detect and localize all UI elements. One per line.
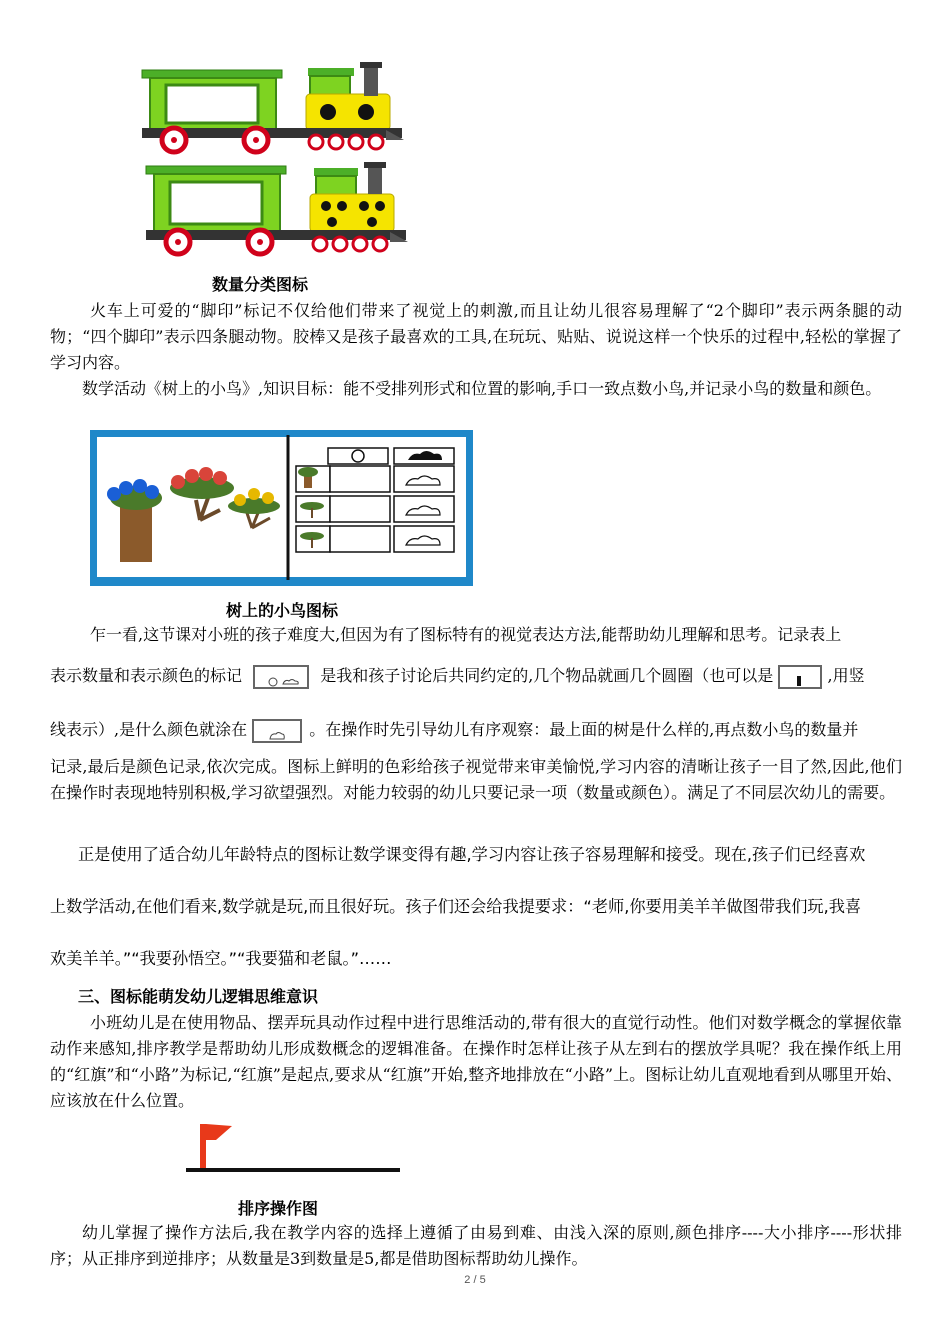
flag-pole — [200, 1124, 206, 1170]
train-1 — [142, 62, 404, 152]
paragraph-train: 火车上可爱的“脚印”标记不仅给他们带来了视觉上的刺激,而且让幼儿很容易理解了“2个脚印”表示两条腿的动物；“四个脚印”表示四条腿动物。胶棒又是孩子最喜欢的工具,在玩玩、贴贴、说说这样一个快乐的过程中,轻松的掌握了学习内容。 — [50, 301, 902, 372]
paragraph-interest-line1: 正是使用了适合幼儿年龄特点的图标让数学课变得有趣,学习内容让孩子容易理解和接受。现在,孩子们已经喜欢 — [78, 845, 866, 864]
paragraph-interest-line2: 上数学活动,在他们看来,数学就是玩,而且很好玩。孩子们还会给我提要求：“老师,你要用美羊羊做图带我们玩,我喜 — [50, 897, 862, 916]
train-figure-caption: 数量分类图标 — [212, 275, 309, 294]
paragraph-record-intro: 乍一看,这节课对小班的孩子难度大,但因为有了图标特有的视觉表达方法,能帮助幼儿理解和思考。记录表上 — [90, 625, 842, 644]
record-mark-text: 表示数量和表示颜色的标记 — [50, 666, 243, 685]
train-2 — [146, 162, 408, 254]
cloud-color-mark-icon — [252, 719, 302, 743]
train-figure — [138, 60, 410, 260]
record-mark-line — [50, 656, 902, 696]
page-number: 2 / 5 — [464, 1274, 486, 1286]
paragraph-logic: 小班幼儿是在使用物品、摆弄玩具动作过程中进行思维活动的,带有很大的直觉行动性。他们对数学概念的掌握依靠动作来感知,排序教学是帮助幼儿形成数概念的逻辑准备。在操作时怎样让孩子从左到右的摆放学具呢？我在操作纸上用的“红旗”和“小路”为标记,“红旗”是起点,要求从“红旗”开始,整齐地排放在“小路”上。图标让幼儿直观地看到从哪里开始、应该放在什么位置。 — [50, 1013, 902, 1110]
sort-illustration — [186, 1118, 402, 1186]
birds-illustration — [90, 430, 473, 586]
sort-figure-caption: 排序操作图 — [238, 1199, 319, 1218]
color-mark-text: 线表示）,是什么颜色就涂在 — [50, 720, 248, 739]
birds-figure — [90, 430, 473, 586]
record-agreement-text: 是我和孩子讨论后共同约定的,几个物品就画几个圆圈（也可以是 — [320, 666, 774, 685]
paragraph-interest-line3: 欢美羊羊。”“我要孙悟空。”“我要猫和老鼠。”…… — [50, 949, 392, 968]
observation-text: 。在操作时先引导幼儿有序观察：最上面的树是什么样的,再点数小鸟的数量并 — [309, 720, 859, 739]
paragraph-record-order: 记录,最后是颜色记录,依次完成。图标上鲜明的色彩给孩子视觉带来审美愉悦,学习内容的清晰让孩子一目了然,因此,他们在操作时表现地特别积极,学习欲望强烈。对能力较弱的幼儿只要记录一项（数量或颜色）。满足了不同层次幼儿的需要。 — [50, 757, 902, 802]
vertical-line-text: ,用竖 — [827, 666, 865, 685]
section-heading-3: 三、图标能萌发幼儿逻辑思维意识 — [78, 987, 319, 1006]
train-illustration — [138, 60, 410, 260]
paragraph-sorting: 幼儿掌握了操作方法后,我在教学内容的选择上遵循了由易到难、由浅入深的原则,颜色排序----大小排序----形状排序；从正排序到逆排序；从数量是3到数量是5,都是借助图标帮助幼儿操作。 — [50, 1223, 902, 1268]
paragraph-bird-activity: 数学活动《树上的小鸟》,知识目标：能不受排列形式和位置的影响,手口一致点数小鸟,并记录小鸟的数量和颜色。 — [82, 379, 882, 398]
color-mark-line — [50, 710, 902, 750]
vertical-line-mark-icon — [778, 665, 822, 689]
quantity-color-mark-icon — [253, 665, 309, 689]
birds-figure-caption: 树上的小鸟图标 — [226, 601, 339, 620]
sort-figure — [186, 1118, 402, 1186]
